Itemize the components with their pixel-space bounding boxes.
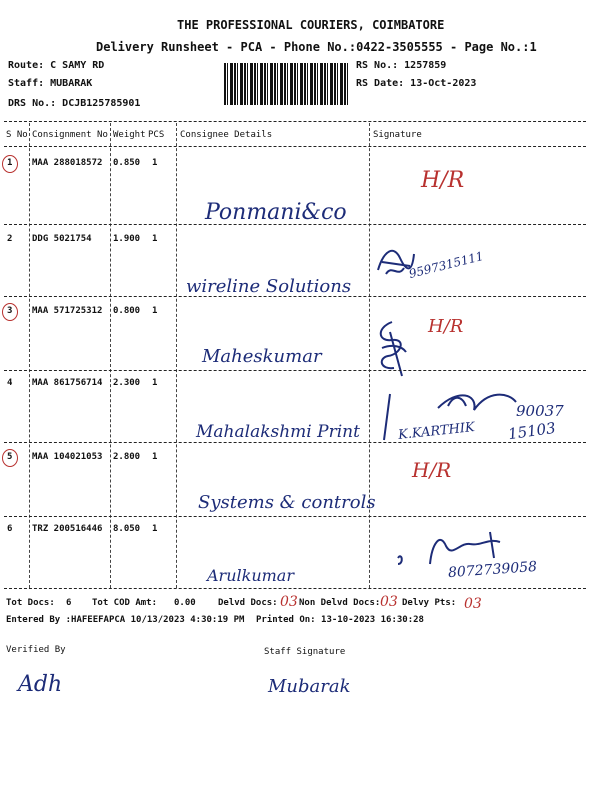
col-weight: Weight	[113, 130, 146, 140]
row-divider	[4, 442, 586, 443]
delivery-points: 03	[464, 596, 482, 612]
row-signature: 9597315111	[407, 248, 485, 282]
row-divider	[4, 296, 586, 297]
row-weight: 0.850	[113, 158, 141, 168]
row-pcs: 1	[152, 306, 158, 316]
col-sno: S No	[6, 130, 28, 140]
verified-signature: Adh	[18, 672, 63, 697]
row-consignment: MAA 861756714	[32, 378, 103, 388]
barcode	[224, 63, 348, 105]
row-consignee-handwritten: Ponmani&co	[205, 200, 347, 225]
row-sno: 1	[7, 158, 13, 168]
entered-by: Entered By :HAFEEFAPCA 10/13/2023 4:30:19 PM	[6, 615, 245, 625]
verified-by-label: Verified By	[6, 645, 66, 655]
drs-number: DRS No.: DCJB125785901	[8, 98, 141, 109]
row-consignee-handwritten: Mahalakshmi Print	[196, 422, 360, 442]
row-pcs: 1	[152, 452, 158, 462]
runsheet-subtitle: Delivery Runsheet - PCA - Phone No.:0422-3505555 - Page No.:1	[96, 40, 537, 54]
col-pcs: PCS	[148, 130, 165, 140]
row-weight: 2.800	[113, 452, 141, 462]
staff: Staff: MUBARAK	[8, 78, 93, 89]
row-pcs: 1	[152, 234, 158, 244]
delivered-docs-label: Delvd Docs:	[218, 598, 278, 608]
delivered-docs: 03	[280, 594, 298, 610]
row-signature-note: 15103	[506, 418, 557, 444]
row-sno: 4	[7, 378, 13, 388]
row-pcs: 1	[152, 158, 158, 168]
staff-signature-label: Staff Signature	[264, 647, 346, 657]
row-weight: 2.300	[113, 378, 141, 388]
printed-on: Printed On: 13-10-2023 16:30:28	[256, 615, 424, 625]
divider	[4, 121, 586, 122]
row-consignment: TRZ 200516446	[32, 524, 103, 534]
row-pcs: 1	[152, 378, 158, 388]
total-cod-label: Tot COD Amt:	[92, 598, 158, 608]
table-bottom-divider	[4, 588, 586, 589]
row-sno: 6	[7, 524, 13, 534]
row-divider	[4, 224, 586, 225]
row-signature: K.KARTHIK	[397, 420, 476, 443]
divider	[4, 146, 586, 147]
total-docs-label: Tot Docs:	[6, 598, 55, 608]
row-consignee-handwritten: Arulkumar	[207, 566, 294, 585]
row-divider	[4, 516, 586, 517]
row-consignment: DDG 5021754	[32, 234, 92, 244]
delivery-points-label: Delvy Pts:	[402, 598, 457, 608]
column-separator	[176, 123, 177, 588]
col-consignment: Consignment No	[32, 130, 108, 140]
total-docs: 6	[66, 598, 72, 608]
row-consignment: MAA 571725312	[32, 306, 103, 316]
row-signature: H/R	[421, 168, 465, 193]
column-separator	[29, 123, 30, 588]
row-signature: H/R	[412, 458, 452, 482]
row-sno: 2	[7, 234, 13, 244]
row-signature-note: 90037	[516, 402, 564, 420]
row-pcs: 1	[152, 524, 158, 534]
non-delivered-docs-label: Non Delvd Docs:	[299, 598, 381, 608]
row-signature: 8072739058	[447, 558, 538, 582]
row-divider	[4, 370, 586, 371]
company-title: THE PROFESSIONAL COURIERS, COIMBATORE	[177, 18, 445, 32]
rs-date: RS Date: 13-Oct-2023	[356, 78, 477, 89]
row-sno: 5	[7, 452, 13, 462]
total-cod: 0.00	[174, 598, 196, 608]
row-consignment: MAA 104021053	[32, 452, 103, 462]
row-sno: 3	[7, 306, 13, 316]
row-consignee-handwritten: wireline Solutions	[186, 276, 352, 297]
column-separator	[110, 123, 111, 588]
col-consignee: Consignee Details	[180, 130, 273, 140]
column-separator	[369, 123, 370, 588]
row-consignee-handwritten: Systems & controls	[198, 492, 376, 513]
row-consignee-handwritten: Maheskumar	[202, 346, 322, 367]
row-weight: 8.050	[113, 524, 141, 534]
row-weight: 1.900	[113, 234, 141, 244]
route: Route: C SAMY RD	[8, 60, 105, 71]
row-signature: H/R	[428, 316, 464, 337]
rs-number: RS No.: 1257859	[356, 60, 447, 71]
col-signature: Signature	[373, 130, 422, 140]
staff-signature: Mubarak	[268, 676, 351, 697]
row-weight: 0.800	[113, 306, 141, 316]
row-consignment: MAA 288018572	[32, 158, 103, 168]
non-delivered-docs: 03	[380, 594, 398, 610]
